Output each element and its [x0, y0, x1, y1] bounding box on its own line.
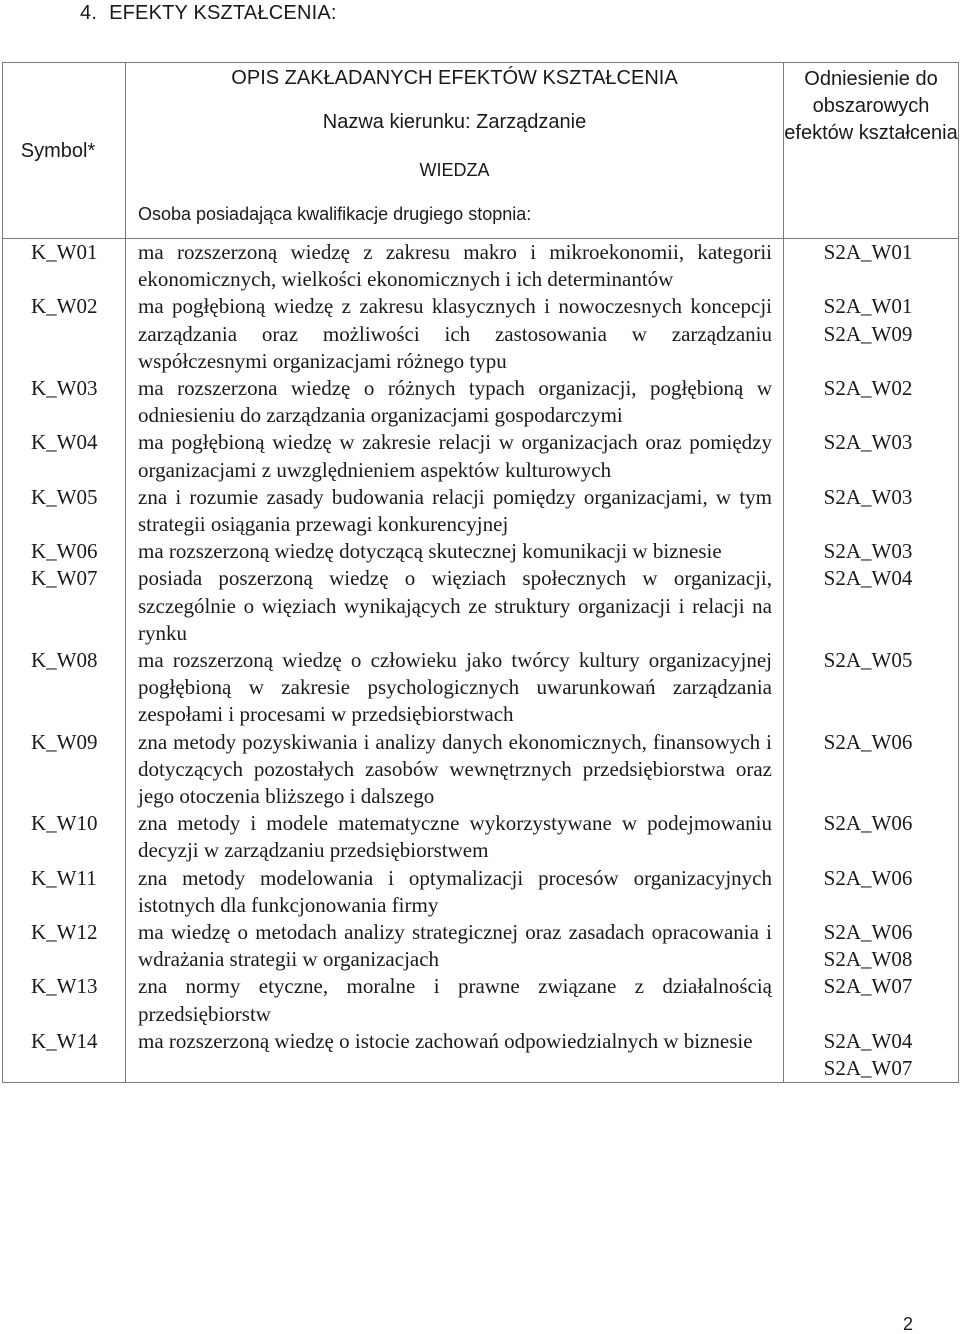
reference-column-header: Odniesienie do obszarowych efektów kształcenia: [784, 63, 959, 239]
intro-text: Osoba posiadająca kwalifikacje drugiego stopnia:: [138, 204, 532, 224]
section-title: EFEKTY KSZTAŁCENIA:: [109, 2, 337, 24]
outcome-references: [784, 647, 959, 729]
outcome-description: ma rozszerzoną wiedzę o człowieku jako twórcy kultury organizacyjnej pogłębioną w zakresie psychologicznych uwarunkowań zarządzania zespołami i procesami w przedsiębiorstwach: [126, 647, 784, 729]
reference-code: S2A_W09: [823, 321, 913, 346]
table-row: [3, 729, 959, 811]
outcome-symbol: K_W03: [3, 375, 126, 429]
reference-code: S2A_W04: [823, 1028, 913, 1053]
reference-code: S2A_W01: [823, 294, 913, 319]
outcome-description: zna metody pozyskiwania i analizy danych ekonomicznych, finansowych i dotyczących pozostałych zasobów wewnętrznych przedsiębiorstwa oraz jego otoczenia bliższego i dalszego: [126, 729, 784, 811]
reference-code: S2A_W03: [823, 430, 913, 455]
outcome-description: zna metody i modele matematyczne wykorzystywane w podejmowaniu decyzji w zarządzaniu przedsiębiorstwem: [126, 810, 784, 864]
reference-code: S2A_W01: [823, 240, 913, 264]
outcome-references: [784, 865, 959, 919]
reference-code: S2A_W06: [823, 865, 913, 890]
reference-code: S2A_W03: [823, 539, 913, 564]
reference-code: S2A_W06: [823, 729, 913, 754]
table-row: [3, 239, 959, 294]
table-row: [3, 973, 959, 1027]
reference-code: S2A_W07: [823, 1056, 913, 1081]
outcome-symbol: K_W12: [3, 919, 126, 973]
reference-code: S2A_W07: [823, 974, 913, 999]
outcome-references: [784, 919, 959, 973]
outcome-references: [784, 293, 959, 375]
outcome-description: posiada poszerzoną wiedzę o więziach społecznych w organizacji, szczególnie o więziach wynikających ze struktury organizacji i relacji na rynku: [126, 565, 784, 647]
table-row: [3, 647, 959, 729]
outcome-description: ma rozszerzoną wiedzę dotyczącą skutecznej komunikacji w biznesie: [126, 538, 784, 565]
reference-code: S2A_W06: [823, 920, 913, 945]
outcome-description: ma rozszerzoną wiedzę o istocie zachowań odpowiedzialnych w biznesie: [126, 1028, 784, 1083]
outcome-symbol: K_W11: [3, 865, 126, 919]
table-row: [3, 538, 959, 565]
category-label: WIEDZA: [419, 160, 490, 180]
outcome-references: [784, 973, 959, 1027]
outcome-symbol: K_W01: [3, 239, 126, 294]
outcome-symbol: K_W04: [3, 429, 126, 483]
outcome-description: ma wiedzę o metodach analizy strategicznej oraz zasadach opracowania i wdrażania strategii w organizacjach: [126, 919, 784, 973]
description-column-header: [126, 63, 784, 239]
table-row: [3, 484, 959, 538]
reference-code: S2A_W06: [823, 811, 913, 836]
outcome-symbol: K_W05: [3, 484, 126, 538]
table-row: [3, 429, 959, 483]
learning-outcomes-table: [2, 62, 959, 1083]
outcome-description: ma pogłębioną wiedzę z zakresu klasycznych i nowoczesnych koncepcji zarządzania oraz możliwości ich zastosowania w zarządzaniu współczesnymi organizacjami różnego typu: [126, 293, 784, 375]
outcome-symbol: K_W06: [3, 538, 126, 565]
table-body: [3, 63, 959, 1083]
table-row: [3, 293, 959, 375]
outcome-symbol: K_W08: [3, 647, 126, 729]
outcome-references: [784, 810, 959, 864]
reference-code: S2A_W03: [823, 484, 913, 509]
outcome-references: [784, 375, 959, 429]
table-row: [3, 1028, 959, 1083]
outcome-references: [784, 538, 959, 565]
outcome-references: [784, 729, 959, 811]
outcome-description: ma rozszerzona wiedzę o różnych typach organizacji, pogłębioną w odniesieniu do zarządzania organizacjami gospodarczymi: [126, 375, 784, 429]
symbol-column-header: Symbol*: [3, 63, 126, 239]
field-of-study: Nazwa kierunku: Zarządzanie: [322, 111, 587, 133]
table-row: [3, 375, 959, 429]
table-title: OPIS ZAKŁADANYCH EFEKTÓW KSZTAŁCENIA: [231, 67, 678, 89]
outcome-description: zna i rozumie zasady budowania relacji pomiędzy organizacjami, w tym strategii osiągania przewagi konkurencyjnej: [126, 484, 784, 538]
outcome-description: ma rozszerzoną wiedzę z zakresu makro i mikroekonomii, kategorii ekonomicznych, wielkości ekonomicznych i ich determinantów: [126, 239, 784, 294]
outcome-symbol: K_W02: [3, 293, 126, 375]
outcome-symbol: K_W14: [3, 1028, 126, 1083]
section-number: 4.: [80, 2, 98, 24]
page-number: 2: [902, 1314, 913, 1334]
outcome-references: [784, 1028, 959, 1083]
table-row: [3, 565, 959, 647]
table-row: [3, 810, 959, 864]
outcome-references: [784, 565, 959, 647]
table-row: [3, 865, 959, 919]
table-row: [3, 919, 959, 973]
outcome-symbol: K_W09: [3, 729, 126, 811]
outcome-references: [784, 239, 959, 294]
section-heading: [80, 0, 337, 26]
outcome-references: [784, 484, 959, 538]
outcome-description: zna normy etyczne, moralne i prawne związane z działalnością przedsiębiorstw: [126, 973, 784, 1027]
outcome-references: [784, 429, 959, 483]
reference-code: S2A_W05: [823, 648, 913, 673]
reference-code: S2A_W08: [823, 947, 913, 972]
table-header-row: [3, 63, 959, 239]
outcome-description: ma pogłębioną wiedzę w zakresie relacji w organizacjach oraz pomiędzy organizacjami z uwzględnieniem aspektów kulturowych: [126, 429, 784, 483]
outcome-symbol: K_W13: [3, 973, 126, 1027]
reference-code: S2A_W02: [823, 376, 913, 401]
outcome-symbol: K_W10: [3, 810, 126, 864]
outcome-symbol: K_W07: [3, 565, 126, 647]
reference-code: S2A_W04: [823, 566, 913, 591]
outcome-description: zna metody modelowania i optymalizacji procesów organizacyjnych istotnych dla funkcjonowania firmy: [126, 865, 784, 919]
